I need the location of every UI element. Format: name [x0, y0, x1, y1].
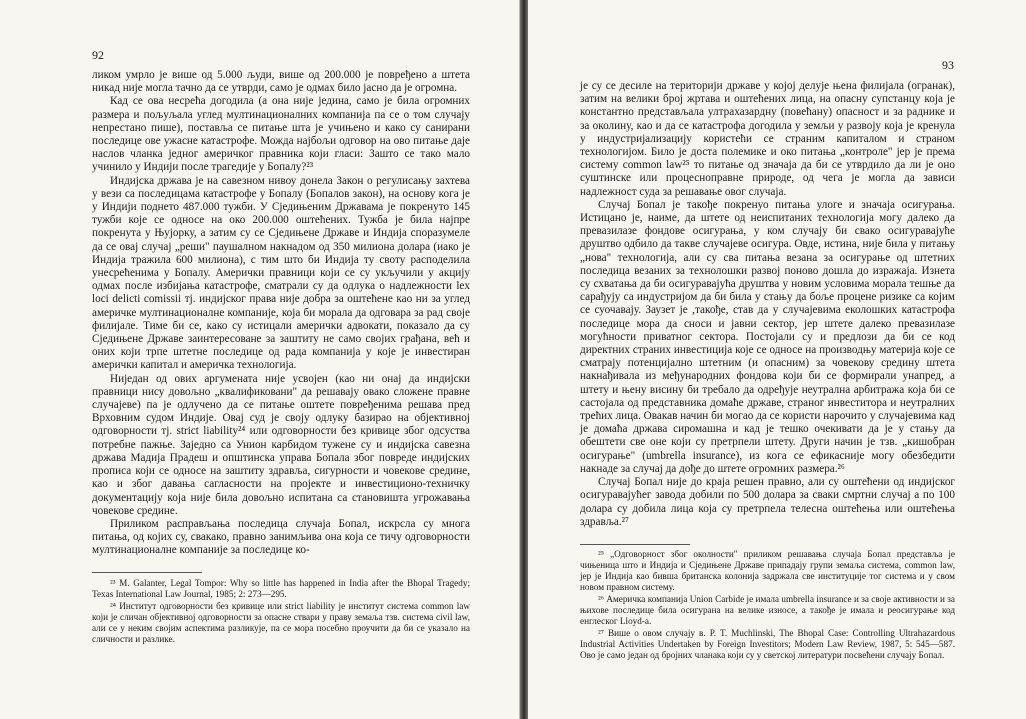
footnote: ²⁵ „Одговорност због околности" приликом решавања случаја Бопал представља је чињеница што и Индија и Сједињене Државе припадају групи земаља система, common law, јер је Индија као бивша британска колонија задржала све институције тог система и у свом новом правном систему. — [580, 549, 955, 592]
paragraph: Кад се ова несрећа догодила (а она није једина, само је била огромних размера и пољуљала углед мултинационалних компанија па се о том случају непрестано пише), поставља се питање шта је учињено и како су санирани последице ове ужасне катастрофе. Можда најбољи одговор на ово питање даје наслов чланка једног америчког правника који гласи: Зашто се тако мало учинило у Индији после трагедије у Бопалу?²³ — [92, 95, 470, 174]
page-number: 93 — [942, 58, 954, 72]
body-text — [580, 80, 955, 529]
footnote-rule — [92, 572, 202, 573]
footnotes — [92, 578, 470, 646]
book-gutter — [520, 0, 528, 719]
paragraph: Индијска држава је на савезном нивоу донела Закон о регулисању захтева у вези са последицама катастрофе у Бопалу (Бопалов закон), на основу кога је у Индији поднето 487.000 тужби. У Сједињеним Државама је покренуто 145 тужби које се односе на око 200.000 оштећених. Тужба је била најпре покренута у Њујорку, а затим су се Сједињене Државе и Индија споразумеле да се овај случај „реши" паушалном накнадом од 350 милиона долара (иако је Индија тражила 600 милиона), с тим што би Индија ту своту расподелила унесрећенима у Бопалу. Амерички правници који се су укључили у акцију одмах после избијања катастрофе, сматрали су да одлука о надлежности lex loci delicti comissii тј. индијског права није добра за оштећене као ни за углед америчке мултинационалне компаније, која би морала да одговара за рад своје филијале. Тиме би се, како су истицали амерички адвокати, показало да су Сједињене Државе заинтересоване за заштиту не само својих грађана, већ и оних који трпе штетне последице од рада компанија у које је инвестиран амерички капитал и америчка технологија. — [92, 174, 470, 372]
footnote: ²³ M. Galanter, Legal Tompor: Why so little has happened in India after the Bhopal Tragedy; Texas International Law Journal, 1985; 2: 273—295. — [92, 578, 470, 599]
paragraph: Случај Бопал је такође покренуо питања улоге и значаја осигурања. Истицано је, наиме, да штете од неиспитаних технологија могу далеко да превазилазе фондове осигурања, у ком случају би свако осигуравајуће друштво одбило да такве случајеве осигура. Овде, истина, није била у питању „нова" технологија, али су сва питања везана за осигурање од штетних последица везаних за технолошки развој поново дошла до изражаја. Изнета су схватања да би осигуравајућа друштва у новим условима морала тешње да сарађују са индустријом да би била у стању да боље процене ризике са којим се суочавају. Заузет је ,такође, став да у случајевима еколошких катастрофа последице мора да сноси и јавни сектор, јер штете далеко превазилазе могућности приватног сектора. Постојали су и предлози да би се код директних страних инвестиција које се односе на производњу материја које се сматрају потенцијално штетним (и опасним) за човекову средину штета накнађивала из међународних фондова који би се формирали унапред, а штету и њену висину би требало да одређује неутрална арбитража која би се састојала од представника домаће државе, страног инвеститора и неутралних трећих лица. Овакав начин би могао да се користи нарочито у случајевима кад је домаћа држава сиромашна и кад је тешко очекивати да је у стању да обештети све оне који су претрпели штету. Други начин је тзв. „кишобран осигурање" (umbrella insurance), из кога се ефикасније могу обезбедити накнаде за случај да дође до штете огромних размера.²⁶ — [580, 198, 955, 475]
footnotes — [580, 549, 955, 662]
paragraph: Случај Бопал није до краја решен правно, али су оштећени од индијског осигуравајућег завода добили по 500 долара за сваки смртни случај а по 100 долара су добила лица која су претрпела телесна оштећења или оштећења здравља.²⁷ — [580, 476, 955, 528]
right-page — [528, 0, 1026, 719]
paragraph: је су се десиле на територији државе у којој делује њена филијала (огранак), затим на велики број жртава и оштећених лица, на опасну супстанцу која је константно представљала ултрахазардну (повећану) опасност и за раднике и за околину, као и да се катастрофа догодила у земљи у развоју која је кренула у индустријализацију користећи се страним капиталом и страном технологијом. Било је доста полемике и око питања „контроле" јер је према систему common law²⁵ то питање од значаја да би се утврдило да ли је оно суштинске или процесноправне природе, од чега је могла да зависи надлежност суда за решавање овог случаја. — [580, 80, 955, 198]
footnote: ²⁶ Америчка компанија Union Carbide је имала umbrella insurance и за своје активности и за њихове последице била осигурана на велике износе, а такође је имала и реосигурање код енглеског Lloyd-a. — [580, 594, 955, 626]
footnote-rule — [580, 544, 690, 545]
footnote: ²⁴ Институт одговорности без кривице или strict liability је институт система common law који је сличан објективној одговорности за опасне ствари у праву земаља тзв. система civil law, али се у неким својим аспектима разликује, па се мора посебно проучити да би се указало на сличности и разлике. — [92, 601, 470, 644]
paragraph: Ниједан од ових аргумената није усвојен (као ни онај да индијски правници нису довољно „квалификовани" да решавају овако сложене правне случајеве) па је одлучено да се питање оштете повређенима решава пред Врховним судом Индије. Овај суд је своју одлуку базирао на објективној одговорности тј. strict liability²⁴ или одговорности без кривице због одсуства потребне пажње. Заједно са Унион карбидом тужене су и индијска савезна држава Мадија Прадеш и општинска управа Бопала због повреде индијских прописа који се односе на заштиту здравља, сигурности и човекове средине, као и због давања сагласности на пројекте и инвестиционо-техничку документацију која није била довољно испитана са становишта угрожавања човекове средине. — [92, 372, 470, 517]
paragraph: Приликом расправљања последица случаја Бопал, искрсла су многа питања, од којих су, свакако, правно занимљива она која се тичу одговорности мултинационалне компаније за последице ко- — [92, 517, 470, 557]
body-text — [92, 69, 470, 558]
paragraph: ликом умрло је више од 5.000 људи, више од 200.000 је повређено а штета никад није могла тачно да се утврди, само је одмах било јасно да је огромна. — [92, 69, 470, 95]
page-number: 92 — [92, 48, 104, 62]
footnote: ²⁷ Више о овом случају в. P. T. Muchlinski, The Bhopal Case: Controlling Ultrahazardous Industrial Activities Undertaken by Foreign Investitors; Modern Law Review, 1987, 5: 545—587. Ово је само један од бројних чланака који су у светској литератури посвећени случају Бопал. — [580, 628, 955, 660]
